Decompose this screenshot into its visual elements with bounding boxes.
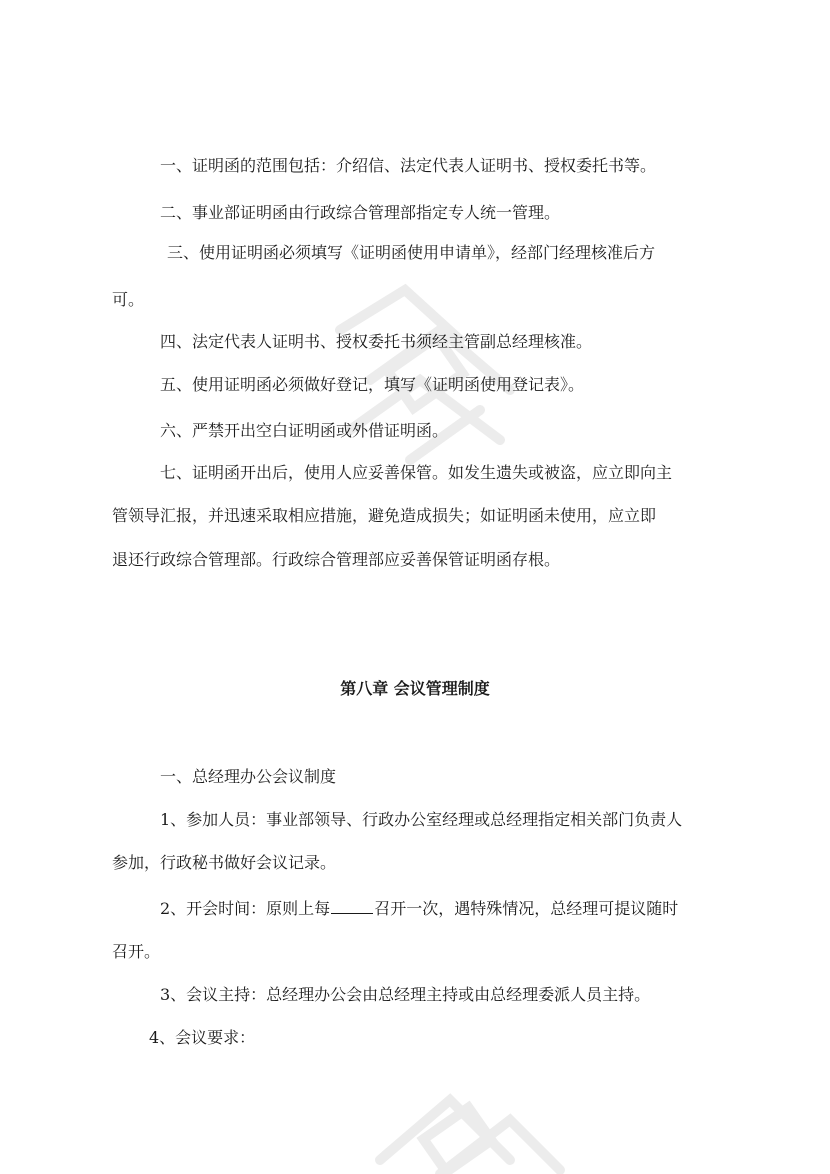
meeting-item-4: 4、会议要求：	[149, 1028, 256, 1047]
certificate-clause-7-cont-2: 退还行政综合管理部。行政综合管理部应妥善保管证明函存根。	[112, 550, 561, 569]
meeting-item-2-suffix: 召开一次，遇特殊情况，总经理可提议随时	[374, 899, 679, 918]
meeting-item-2-prefix: 2、开会时间：原则上每	[160, 899, 331, 918]
certificate-clause-6: 六、严禁开出空白证明函或外借证明函。	[160, 421, 449, 440]
meeting-item-1: 1、参加人员：事业部领导、行政办公室经理或总经理指定相关部门负责人	[160, 810, 683, 829]
certificate-clause-1: 一、证明函的范围包括：介绍信、法定代表人证明书、授权委托书等。	[160, 156, 657, 175]
certificate-clause-2: 二、事业部证明函由行政综合管理部指定专人统一管理。	[160, 203, 561, 222]
certificate-clause-7: 七、证明函开出后，使用人应妥善保管。如发生遗失或被盗，应立即向主	[160, 463, 673, 482]
meeting-item-1-cont: 参加，行政秘书做好会议记录。	[112, 853, 337, 872]
fill-in-blank	[331, 900, 373, 914]
meeting-item-3: 3、会议主持：总经理办公会由总经理主持或由总经理委派人员主持。	[160, 985, 651, 1004]
watermark-icon	[360, 1060, 570, 1174]
chapter-title: 第八章 会议管理制度	[340, 679, 490, 698]
certificate-clause-3-cont: 可。	[112, 290, 145, 309]
certificate-clause-7-cont-1: 管领导汇报，并迅速采取相应措施，避免造成损失；如证明函未使用，应立即	[112, 506, 657, 525]
meeting-item-2-cont: 召开。	[112, 942, 161, 961]
meeting-section-heading: 一、总经理办公会议制度	[160, 767, 337, 786]
meeting-item-2	[160, 900, 770, 917]
certificate-clause-3: 三、使用证明函必须填写《证明函使用申请单》，经部门经理核准后方	[167, 243, 656, 262]
certificate-clause-4: 四、法定代表人证明书、授权委托书须经主管副总经理核准。	[160, 332, 593, 351]
certificate-clause-5: 五、使用证明函必须做好登记，填写《证明函使用登记表》。	[160, 375, 585, 394]
